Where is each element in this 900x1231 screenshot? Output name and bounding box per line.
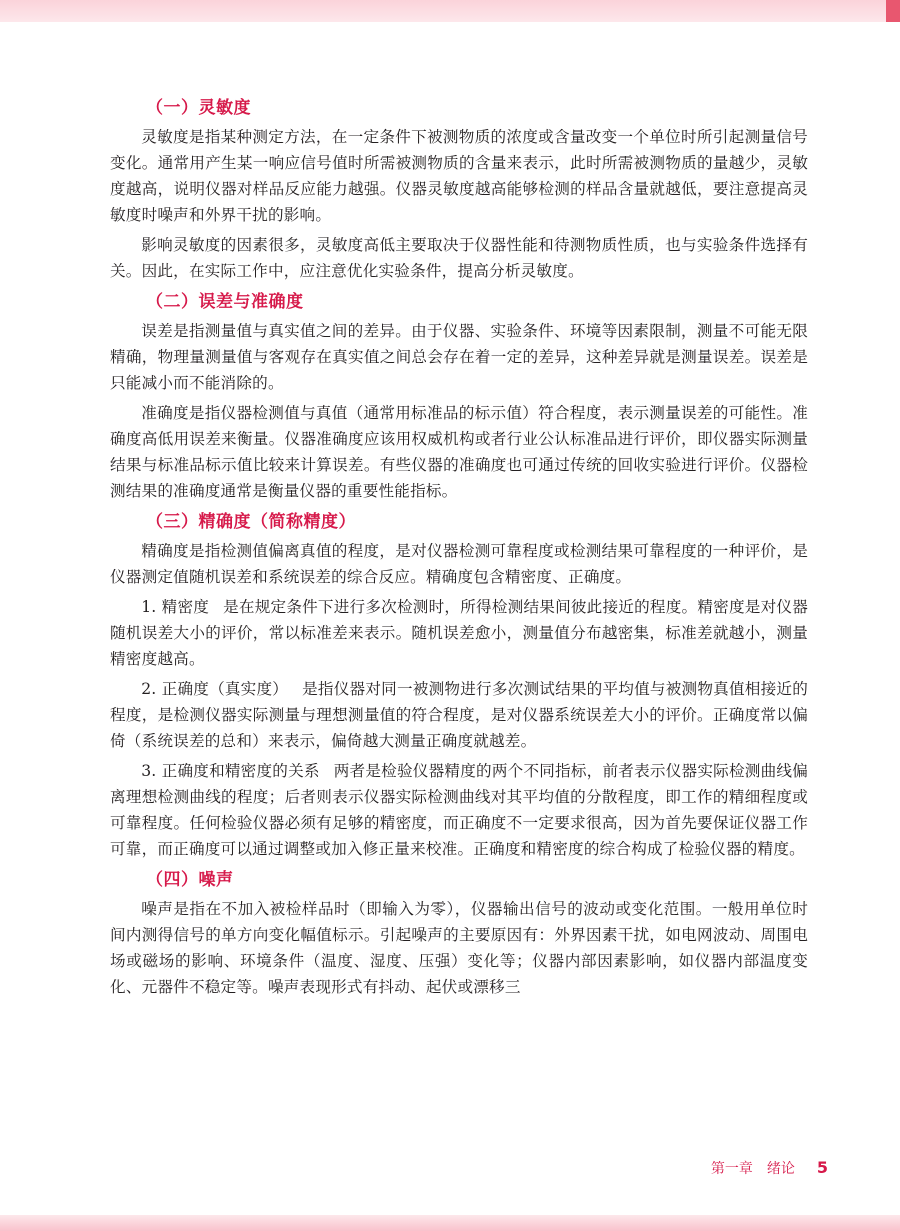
- item-text: 是在规定条件下进行多次检测时，所得检测结果间彼此接近的程度。精密度是对仪器随机误差大小的评价，常以标准差来表示。随机误差愈小，测量值分布越密集，标准差就越小，测量精密度越高。: [110, 598, 808, 668]
- paragraph: 噪声是指在不加入被检样品时（即输入为零），仪器输出信号的波动或变化范围。一般用单位时间内测得信号的单方向变化幅值标示。引起噪声的主要原因有：外界因素干扰，如电网波动、周围电场或磁场的影响、环境条件（温度、湿度、压强）变化等；仪器内部因素影响，如仪器内部温度变化、元器件不稳定等。噪声表现形式有抖动、起伏或漂移三: [110, 900, 808, 996]
- page-number: 5: [816, 1158, 828, 1177]
- paragraph: 准确度是指仪器检测值与真值（通常用标准品的标示值）符合程度，表示测量误差的可能性。准确度高低用误差来衡量。仪器准确度应该用权威机构或者行业公认标准品进行评价，即仪器实际测量结果与标准品标示值比较来计算误差。有些仪器的准确度也可通过传统的回收实验进行评价。仪器检测结果的准确度通常是衡量仪器的重要性能指标。: [110, 404, 808, 500]
- chapter-label: 第一章 绪论: [710, 1161, 795, 1177]
- item-lead: 2. 正确度（真实度）: [141, 680, 289, 698]
- paragraph: 精确度是指检测值偏离真值的程度，是对仪器检测可靠程度或检测结果可靠程度的一种评价，是仪器测定值随机误差和系统误差的综合反应。精确度包含精密度、正确度。: [110, 542, 808, 586]
- item-text: 两者是检验仪器精度的两个不同指标，前者表示仪器实际检测曲线偏离理想检测曲线的程度；后者则表示仪器实际检测曲线对其平均值的分散程度，即工作的精细程度或可靠程度。任何检验仪器必须有足够的精密度，而正确度不一定要求很高，因为首先要保证仪器工作可靠，而正确度可以通过调整或加入修正量来校准。正确度和精密度的综合构成了检验仪器的精度。: [110, 762, 808, 858]
- section-heading: （四）噪声: [146, 870, 234, 890]
- item-lead: 3. 正确度和精密度的关系: [141, 762, 320, 780]
- section-heading: （二）误差与准确度: [146, 292, 304, 312]
- section-precision: [110, 508, 808, 862]
- page-body: [110, 94, 808, 1004]
- bottom-decorative-band: [0, 1215, 900, 1231]
- section-noise: [110, 866, 808, 1000]
- section-sensitivity: [110, 94, 808, 284]
- paragraph: 影响灵敏度的因素很多，灵敏度高低主要取决于仪器性能和待测物质性质，也与实验条件选择有关。因此，在实际工作中，应注意优化实验条件，提高分析灵敏度。: [110, 236, 808, 280]
- section-heading: （一）灵敏度: [146, 98, 251, 118]
- section-heading: （三）精确度（简称精度）: [146, 512, 356, 532]
- top-decorative-band: [0, 0, 900, 22]
- section-error-accuracy: [110, 288, 808, 504]
- numbered-item: [110, 758, 808, 862]
- numbered-item: [110, 594, 808, 672]
- item-lead: 1. 精密度: [141, 598, 210, 616]
- item-text: 是指仪器对同一被测物进行多次测试结果的平均值与被测物真值相接近的程度，是检测仪器实际测量与理想测量值的符合程度，是对仪器系统误差大小的评价。正确度常以偏倚（系统误差的总和）来表示，偏倚越大测量正确度就越差。: [110, 680, 808, 750]
- paragraph: 灵敏度是指某种测定方法，在一定条件下被测物质的浓度或含量改变一个单位时所引起测量信号变化。通常用产生某一响应信号值时所需被测物质的含量来表示，此时所需被测物质的量越少，灵敏度越高，说明仪器对样品反应能力越强。仪器灵敏度越高能够检测的样品含量就越低，要注意提高灵敏度时噪声和外界干扰的影响。: [110, 128, 808, 224]
- paragraph: 误差是指测量值与真实值之间的差异。由于仪器、实验条件、环境等因素限制，测量不可能无限精确，物理量测量值与客观存在真实值之间总会存在着一定的差异，这种差异就是测量误差。误差是只能减小而不能消除的。: [110, 322, 808, 392]
- top-band-accent: [886, 0, 900, 22]
- page-footer: [0, 1158, 828, 1179]
- numbered-item: [110, 676, 808, 754]
